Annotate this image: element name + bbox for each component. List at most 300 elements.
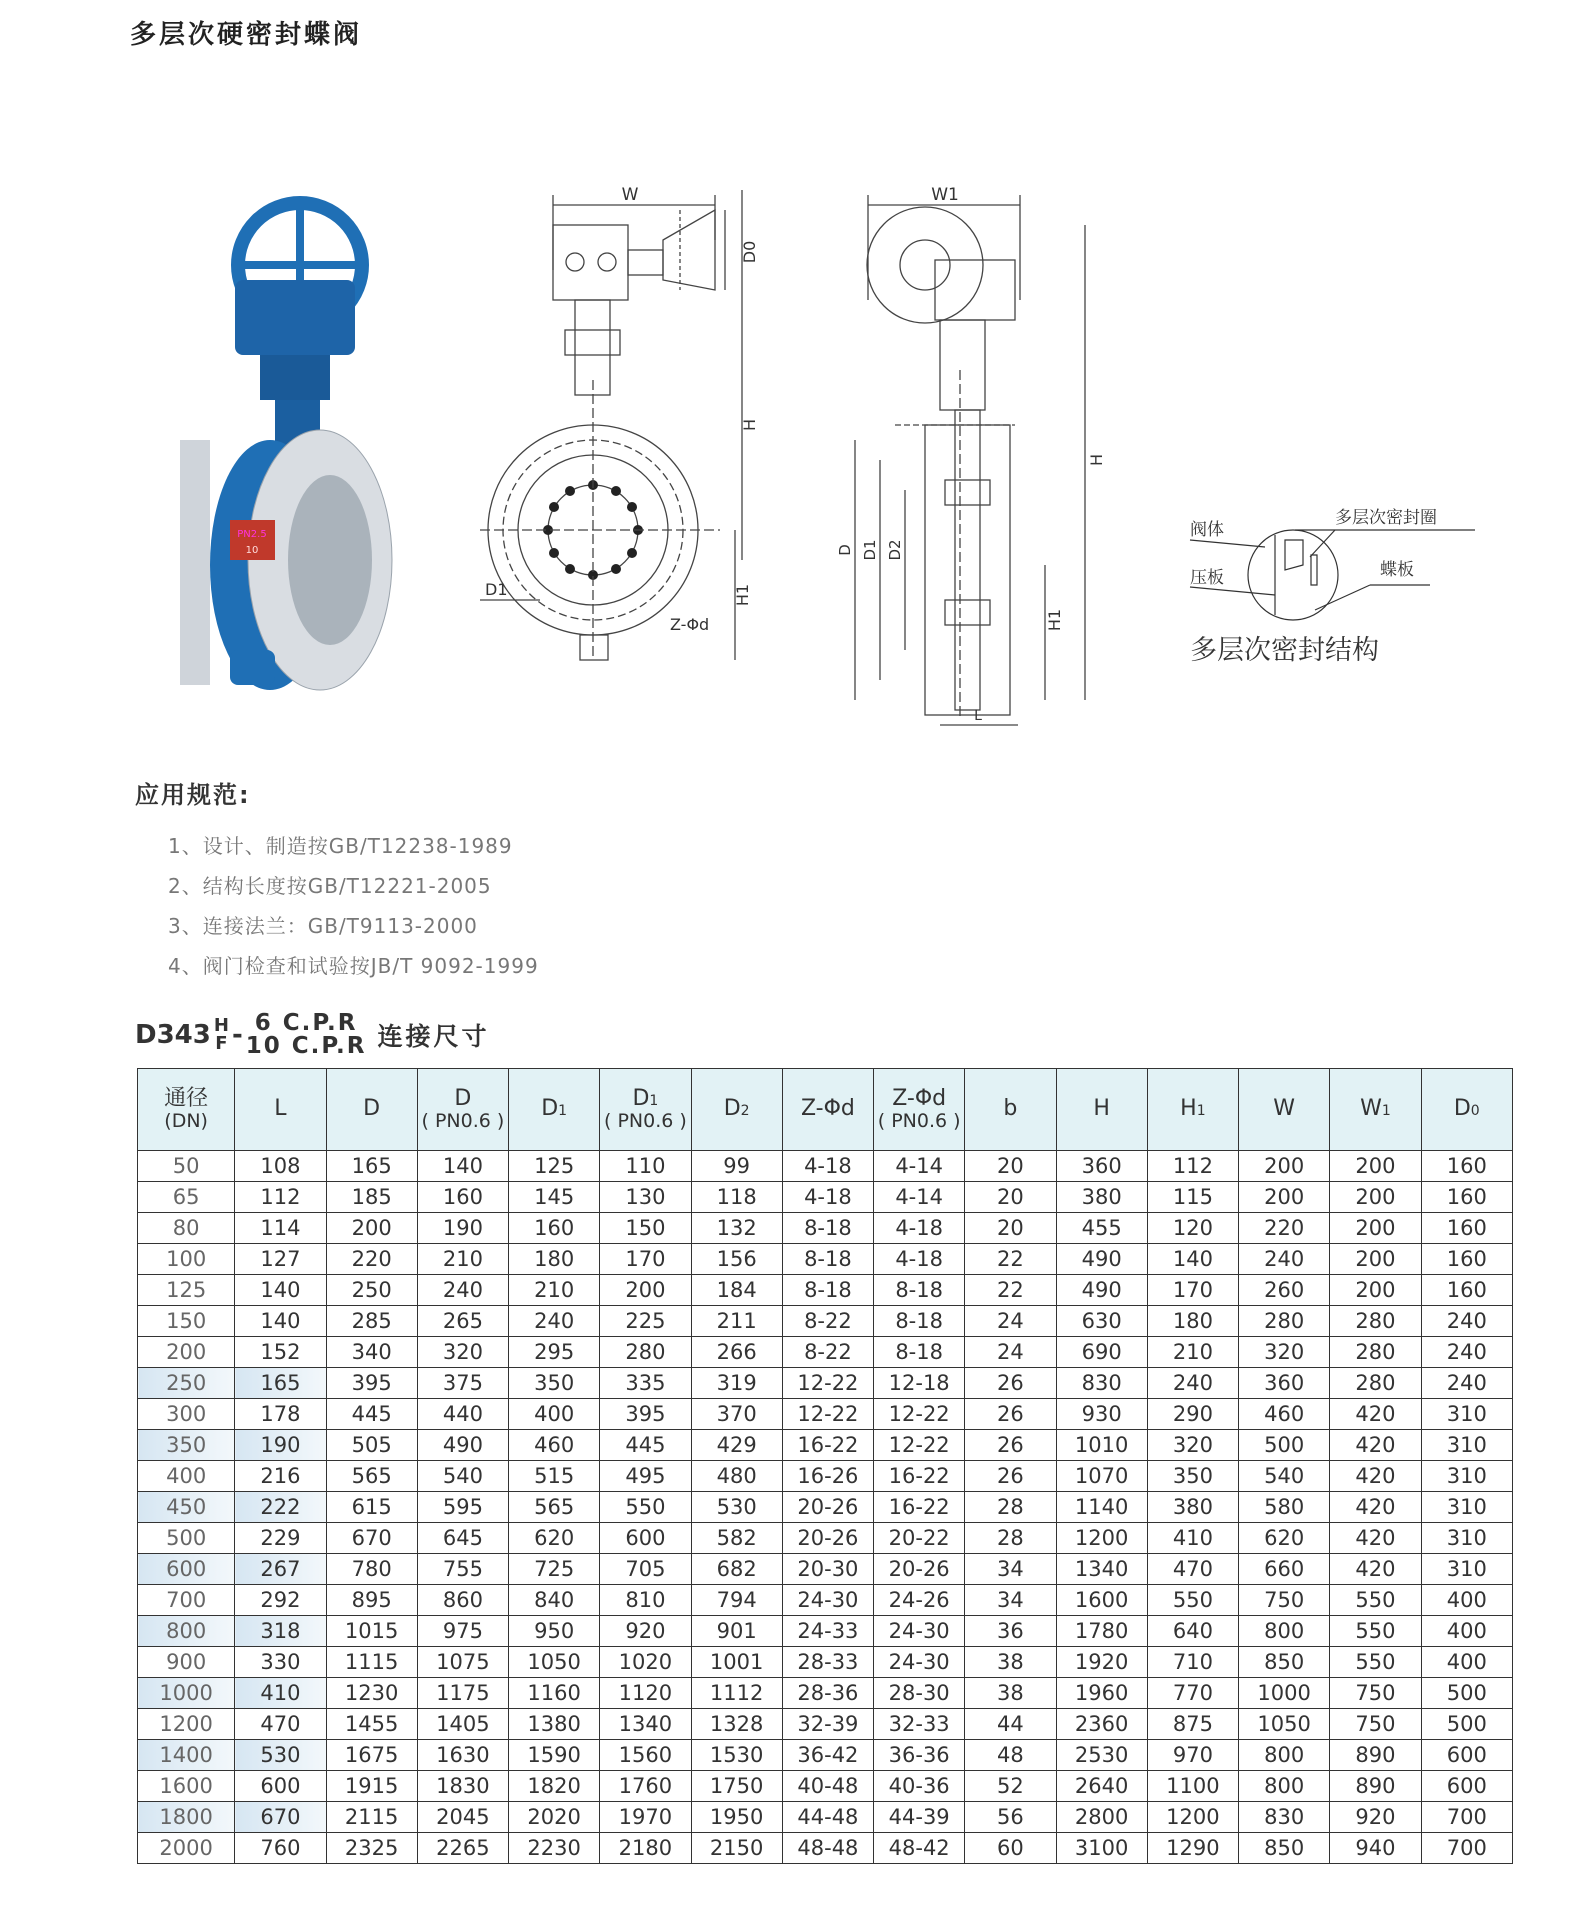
table-cell: 500 bbox=[1421, 1709, 1512, 1740]
table-cell: 2020 bbox=[509, 1802, 600, 1833]
table-cell: 310 bbox=[1421, 1523, 1512, 1554]
table-cell: 800 bbox=[1239, 1771, 1330, 1802]
table-cell: 395 bbox=[326, 1368, 417, 1399]
table-cell: 24-30 bbox=[782, 1585, 873, 1616]
table-cell: 350 bbox=[1147, 1461, 1238, 1492]
table-cell: 24 bbox=[965, 1337, 1056, 1368]
table-cell: 8-18 bbox=[874, 1337, 965, 1368]
dim-w: W bbox=[621, 185, 639, 205]
table-cell: 1405 bbox=[417, 1709, 508, 1740]
table-row bbox=[138, 1244, 1513, 1275]
table-cell: 156 bbox=[691, 1244, 782, 1275]
table-cell: 240 bbox=[1421, 1337, 1512, 1368]
table-cell: 700 bbox=[138, 1585, 235, 1616]
table-cell: 132 bbox=[691, 1213, 782, 1244]
table-cell: 100 bbox=[138, 1244, 235, 1275]
table-cell: 600 bbox=[235, 1771, 326, 1802]
table-cell: 682 bbox=[691, 1554, 782, 1585]
table-cell: 500 bbox=[1421, 1678, 1512, 1709]
header-main: Z-Φd bbox=[892, 1085, 947, 1111]
table-cell: 310 bbox=[1421, 1461, 1512, 1492]
table-cell: 280 bbox=[1330, 1368, 1421, 1399]
table-cell: 615 bbox=[326, 1492, 417, 1523]
table-cell: 4-18 bbox=[874, 1213, 965, 1244]
table-cell: 280 bbox=[1239, 1306, 1330, 1337]
table-cell: 420 bbox=[1330, 1461, 1421, 1492]
table-cell: 250 bbox=[138, 1368, 235, 1399]
table-cell: 185 bbox=[326, 1182, 417, 1213]
table-cell: 26 bbox=[965, 1399, 1056, 1430]
table-cell: 170 bbox=[600, 1244, 691, 1275]
table-cell: 24-30 bbox=[874, 1616, 965, 1647]
table-cell: 850 bbox=[1239, 1833, 1330, 1864]
table-cell: 127 bbox=[235, 1244, 326, 1275]
table-cell: 200 bbox=[1239, 1151, 1330, 1182]
table-cell: 2045 bbox=[417, 1802, 508, 1833]
table-cell: 32-39 bbox=[782, 1709, 873, 1740]
table-cell: 26 bbox=[965, 1430, 1056, 1461]
table-cell: 26 bbox=[965, 1461, 1056, 1492]
table-row bbox=[138, 1585, 1513, 1616]
table-cell: 470 bbox=[1147, 1554, 1238, 1585]
dim-h: H bbox=[740, 418, 759, 432]
table-cell: 490 bbox=[417, 1430, 508, 1461]
table-cell: 44-39 bbox=[874, 1802, 965, 1833]
table-cell: 1455 bbox=[326, 1709, 417, 1740]
column-header bbox=[417, 1069, 508, 1151]
table-cell: 320 bbox=[417, 1337, 508, 1368]
table-cell: 22 bbox=[965, 1275, 1056, 1306]
table-cell: 318 bbox=[235, 1616, 326, 1647]
table-cell: 400 bbox=[138, 1461, 235, 1492]
table-cell: 20 bbox=[965, 1182, 1056, 1213]
table-cell: 360 bbox=[1056, 1151, 1147, 1182]
table-cell: 190 bbox=[417, 1213, 508, 1244]
table-cell: 1120 bbox=[600, 1678, 691, 1709]
table-cell: 114 bbox=[235, 1213, 326, 1244]
table-cell: 1960 bbox=[1056, 1678, 1147, 1709]
table-cell: 115 bbox=[1147, 1182, 1238, 1213]
table-cell: 1915 bbox=[326, 1771, 417, 1802]
table-cell: 550 bbox=[600, 1492, 691, 1523]
table-cell: 310 bbox=[1421, 1554, 1512, 1585]
model-suffix: 连接尺寸 bbox=[377, 1022, 490, 1051]
table-cell: 160 bbox=[1421, 1244, 1512, 1275]
table-cell: 267 bbox=[235, 1554, 326, 1585]
table-cell: 8-22 bbox=[782, 1337, 873, 1368]
table-row bbox=[138, 1616, 1513, 1647]
table-cell: 40-48 bbox=[782, 1771, 873, 1802]
table-cell: 370 bbox=[691, 1399, 782, 1430]
seal-label-disc: 蝶板 bbox=[1380, 560, 1414, 580]
model-title bbox=[135, 1005, 489, 1065]
table-cell: 1970 bbox=[600, 1802, 691, 1833]
header-subscript: 2 bbox=[740, 1103, 750, 1120]
table-cell: 750 bbox=[1330, 1709, 1421, 1740]
table-cell: 400 bbox=[1421, 1647, 1512, 1678]
table-row bbox=[138, 1740, 1513, 1771]
table-cell: 1200 bbox=[1056, 1523, 1147, 1554]
table-cell: 1230 bbox=[326, 1678, 417, 1709]
table-cell: 240 bbox=[509, 1306, 600, 1337]
specs-heading: 应用规范: bbox=[135, 781, 251, 809]
table-cell: 28 bbox=[965, 1492, 1056, 1523]
table-cell: 1112 bbox=[691, 1678, 782, 1709]
table-cell: 320 bbox=[1239, 1337, 1330, 1368]
table-cell: 920 bbox=[600, 1616, 691, 1647]
spec-item: 3、连接法兰：GB/T9113-2000 bbox=[168, 914, 478, 938]
table-cell: 280 bbox=[600, 1337, 691, 1368]
table-cell: 170 bbox=[1147, 1275, 1238, 1306]
table-cell: 420 bbox=[1330, 1430, 1421, 1461]
column-header bbox=[1421, 1069, 1512, 1151]
table-cell: 210 bbox=[509, 1275, 600, 1306]
table-cell: 500 bbox=[138, 1523, 235, 1554]
table-cell: 400 bbox=[1421, 1585, 1512, 1616]
table-row bbox=[138, 1678, 1513, 1709]
table-cell: 24-30 bbox=[874, 1647, 965, 1678]
table-cell: 20 bbox=[965, 1151, 1056, 1182]
table-cell: 975 bbox=[417, 1616, 508, 1647]
table-cell: 1340 bbox=[600, 1709, 691, 1740]
table-cell: 1675 bbox=[326, 1740, 417, 1771]
table-cell: 800 bbox=[1239, 1616, 1330, 1647]
header-subscript: 1 bbox=[1196, 1103, 1206, 1120]
table-cell: 810 bbox=[600, 1585, 691, 1616]
table-cell: 4-14 bbox=[874, 1151, 965, 1182]
table-cell: 830 bbox=[1056, 1368, 1147, 1399]
table-cell: 2325 bbox=[326, 1833, 417, 1864]
table-cell: 380 bbox=[1056, 1182, 1147, 1213]
table-cell: 200 bbox=[1330, 1275, 1421, 1306]
column-header bbox=[600, 1069, 691, 1151]
table-cell: 20-22 bbox=[874, 1523, 965, 1554]
table-cell: 340 bbox=[326, 1337, 417, 1368]
table-cell: 1075 bbox=[417, 1647, 508, 1678]
table-cell: 420 bbox=[1330, 1523, 1421, 1554]
table-cell: 490 bbox=[1056, 1275, 1147, 1306]
header-main: D bbox=[363, 1096, 381, 1122]
table-cell: 600 bbox=[1421, 1740, 1512, 1771]
table-cell: 890 bbox=[1330, 1771, 1421, 1802]
table-cell: 900 bbox=[138, 1647, 235, 1678]
table-cell: 310 bbox=[1421, 1492, 1512, 1523]
table-cell: 620 bbox=[1239, 1523, 1330, 1554]
model-dash: - bbox=[231, 1020, 243, 1050]
table-cell: 750 bbox=[1330, 1678, 1421, 1709]
table-cell: 1020 bbox=[600, 1647, 691, 1678]
table-cell: 216 bbox=[235, 1461, 326, 1492]
table-cell: 1050 bbox=[1239, 1709, 1330, 1740]
table-cell: 200 bbox=[600, 1275, 691, 1306]
header-subscript: 1 bbox=[649, 1092, 659, 1109]
table-cell: 16-22 bbox=[874, 1492, 965, 1523]
table-cell: 1820 bbox=[509, 1771, 600, 1802]
header-main: Z-Φd bbox=[800, 1096, 855, 1122]
table-row bbox=[138, 1554, 1513, 1585]
dim-d1-side: D1 bbox=[861, 539, 879, 561]
table-cell: 620 bbox=[509, 1523, 600, 1554]
table-cell: 1920 bbox=[1056, 1647, 1147, 1678]
table-cell: 940 bbox=[1330, 1833, 1421, 1864]
table-cell: 920 bbox=[1330, 1802, 1421, 1833]
seal-label-body: 阀体 bbox=[1190, 520, 1224, 540]
model-sub: F bbox=[215, 1033, 228, 1054]
table-cell: 950 bbox=[509, 1616, 600, 1647]
table-cell: 901 bbox=[691, 1616, 782, 1647]
table-cell: 970 bbox=[1147, 1740, 1238, 1771]
table-cell: 160 bbox=[1421, 1213, 1512, 1244]
table-row bbox=[138, 1833, 1513, 1864]
table-cell: 1328 bbox=[691, 1709, 782, 1740]
table-cell: 56 bbox=[965, 1802, 1056, 1833]
table-cell: 8-18 bbox=[782, 1275, 873, 1306]
table-cell: 20 bbox=[965, 1213, 1056, 1244]
column-header bbox=[326, 1069, 417, 1151]
table-cell: 645 bbox=[417, 1523, 508, 1554]
table-cell: 8-18 bbox=[874, 1306, 965, 1337]
table-cell: 28-33 bbox=[782, 1647, 873, 1678]
table-cell: 266 bbox=[691, 1337, 782, 1368]
table-cell: 200 bbox=[1239, 1182, 1330, 1213]
table-cell: 36 bbox=[965, 1616, 1056, 1647]
table-cell: 310 bbox=[1421, 1430, 1512, 1461]
side-view-drawing bbox=[836, 180, 1120, 740]
table-cell: 1010 bbox=[1056, 1430, 1147, 1461]
table-cell: 580 bbox=[1239, 1492, 1330, 1523]
table-cell: 310 bbox=[1421, 1399, 1512, 1430]
table-cell: 2530 bbox=[1056, 1740, 1147, 1771]
table-cell: 530 bbox=[691, 1492, 782, 1523]
table-cell: 3100 bbox=[1056, 1833, 1147, 1864]
dim-d2-side: D2 bbox=[886, 539, 904, 561]
table-cell: 125 bbox=[509, 1151, 600, 1182]
table-cell: 300 bbox=[138, 1399, 235, 1430]
table-cell: 140 bbox=[417, 1151, 508, 1182]
table-cell: 890 bbox=[1330, 1740, 1421, 1771]
table-cell: 12-22 bbox=[782, 1399, 873, 1430]
dim-l: L bbox=[974, 708, 982, 724]
table-cell: 190 bbox=[235, 1430, 326, 1461]
header-main: H bbox=[1093, 1096, 1110, 1122]
table-cell: 690 bbox=[1056, 1337, 1147, 1368]
column-header bbox=[1147, 1069, 1238, 1151]
column-header bbox=[509, 1069, 600, 1151]
dim-h1: H1 bbox=[733, 583, 752, 607]
table-cell: 60 bbox=[965, 1833, 1056, 1864]
table-cell: 4-18 bbox=[874, 1244, 965, 1275]
table-cell: 420 bbox=[1330, 1399, 1421, 1430]
table-cell: 1530 bbox=[691, 1740, 782, 1771]
dim-d0: D0 bbox=[740, 240, 759, 264]
table-cell: 44-48 bbox=[782, 1802, 873, 1833]
table-cell: 108 bbox=[235, 1151, 326, 1182]
table-cell: 410 bbox=[235, 1678, 326, 1709]
header-main: D bbox=[632, 1085, 650, 1111]
table-cell: 1830 bbox=[417, 1771, 508, 1802]
header-main: 通径 bbox=[164, 1085, 209, 1111]
seal-caption: 多层次密封结构 bbox=[1190, 635, 1379, 666]
table-cell: 760 bbox=[235, 1833, 326, 1864]
header-note: (DN) bbox=[164, 1110, 208, 1133]
table-cell: 16-26 bbox=[782, 1461, 873, 1492]
table-cell: 152 bbox=[235, 1337, 326, 1368]
table-cell: 165 bbox=[235, 1368, 326, 1399]
table-cell: 445 bbox=[600, 1430, 691, 1461]
table-cell: 8-18 bbox=[874, 1275, 965, 1306]
table-row bbox=[138, 1492, 1513, 1523]
table-cell: 1200 bbox=[138, 1709, 235, 1740]
table-cell: 515 bbox=[509, 1461, 600, 1492]
table-cell: 180 bbox=[509, 1244, 600, 1275]
table-cell: 550 bbox=[1330, 1585, 1421, 1616]
table-cell: 1115 bbox=[326, 1647, 417, 1678]
table-cell: 770 bbox=[1147, 1678, 1238, 1709]
table-cell: 725 bbox=[509, 1554, 600, 1585]
dim-z-phi-d: Z-Φd bbox=[670, 615, 710, 634]
table-cell: 450 bbox=[138, 1492, 235, 1523]
dimension-table bbox=[137, 1068, 1513, 1864]
table-cell: 380 bbox=[1147, 1492, 1238, 1523]
table-cell: 800 bbox=[1239, 1740, 1330, 1771]
column-header bbox=[965, 1069, 1056, 1151]
table-cell: 20-26 bbox=[782, 1523, 873, 1554]
header-subscript: 0 bbox=[1470, 1103, 1480, 1120]
table-cell: 850 bbox=[1239, 1647, 1330, 1678]
table-cell: 240 bbox=[1421, 1368, 1512, 1399]
table-cell: 20-26 bbox=[782, 1492, 873, 1523]
column-header bbox=[874, 1069, 965, 1151]
seal-label-plate: 压板 bbox=[1190, 568, 1224, 588]
table-cell: 780 bbox=[326, 1554, 417, 1585]
table-cell: 22 bbox=[965, 1244, 1056, 1275]
table-cell: 38 bbox=[965, 1647, 1056, 1678]
table-cell: 1200 bbox=[1147, 1802, 1238, 1833]
table-cell: 505 bbox=[326, 1430, 417, 1461]
table-cell: 20-26 bbox=[874, 1554, 965, 1585]
table-cell: 240 bbox=[1421, 1306, 1512, 1337]
table-row bbox=[138, 1368, 1513, 1399]
table-row bbox=[138, 1709, 1513, 1740]
table-cell: 112 bbox=[235, 1182, 326, 1213]
column-header bbox=[691, 1069, 782, 1151]
table-cell: 2800 bbox=[1056, 1802, 1147, 1833]
table-cell: 660 bbox=[1239, 1554, 1330, 1585]
table-cell: 280 bbox=[1330, 1337, 1421, 1368]
table-cell: 1600 bbox=[1056, 1585, 1147, 1616]
table-row bbox=[138, 1430, 1513, 1461]
table-cell: 34 bbox=[965, 1554, 1056, 1585]
table-cell: 222 bbox=[235, 1492, 326, 1523]
table-cell: 550 bbox=[1330, 1647, 1421, 1678]
table-cell: 28-36 bbox=[782, 1678, 873, 1709]
table-cell: 755 bbox=[417, 1554, 508, 1585]
table-row bbox=[138, 1523, 1513, 1554]
table-cell: 16-22 bbox=[782, 1430, 873, 1461]
table-cell: 2180 bbox=[600, 1833, 691, 1864]
table-cell: 220 bbox=[1239, 1213, 1330, 1244]
table-cell: 750 bbox=[1239, 1585, 1330, 1616]
table-cell: 8-18 bbox=[782, 1213, 873, 1244]
table-cell: 1560 bbox=[600, 1740, 691, 1771]
table-cell: 140 bbox=[235, 1275, 326, 1306]
table-cell: 16-22 bbox=[874, 1461, 965, 1492]
table-cell: 12-22 bbox=[782, 1368, 873, 1399]
table-row bbox=[138, 1399, 1513, 1430]
table-cell: 250 bbox=[326, 1275, 417, 1306]
table-cell: 178 bbox=[235, 1399, 326, 1430]
table-cell: 350 bbox=[509, 1368, 600, 1399]
table-cell: 830 bbox=[1239, 1802, 1330, 1833]
table-row bbox=[138, 1461, 1513, 1492]
table-cell: 28-30 bbox=[874, 1678, 965, 1709]
table-cell: 28 bbox=[965, 1523, 1056, 1554]
table-cell: 210 bbox=[417, 1244, 508, 1275]
model-bottom: 10 C.P.R bbox=[245, 1033, 367, 1059]
table-cell: 36-36 bbox=[874, 1740, 965, 1771]
table-cell: 1600 bbox=[138, 1771, 235, 1802]
photo-marking-1: PN2.5 bbox=[237, 529, 267, 540]
table-cell: 260 bbox=[1239, 1275, 1330, 1306]
table-cell: 48-42 bbox=[874, 1833, 965, 1864]
table-cell: 840 bbox=[509, 1585, 600, 1616]
table-cell: 200 bbox=[326, 1213, 417, 1244]
front-view-drawing bbox=[480, 180, 790, 740]
header-main: L bbox=[274, 1096, 287, 1122]
table-cell: 460 bbox=[1239, 1399, 1330, 1430]
table-cell: 445 bbox=[326, 1399, 417, 1430]
header-main: D bbox=[1453, 1096, 1471, 1122]
table-cell: 500 bbox=[1239, 1430, 1330, 1461]
table-cell: 1760 bbox=[600, 1771, 691, 1802]
table-cell: 140 bbox=[1147, 1244, 1238, 1275]
table-cell: 860 bbox=[417, 1585, 508, 1616]
dim-h-side: H bbox=[1087, 453, 1106, 467]
table-cell: 600 bbox=[138, 1554, 235, 1585]
table-cell: 1001 bbox=[691, 1647, 782, 1678]
table-cell: 200 bbox=[1330, 1182, 1421, 1213]
header-subscript: 1 bbox=[558, 1103, 568, 1120]
table-cell: 550 bbox=[1330, 1616, 1421, 1647]
table-cell: 4-18 bbox=[782, 1151, 873, 1182]
header-main: D bbox=[723, 1096, 741, 1122]
table-cell: 460 bbox=[509, 1430, 600, 1461]
page-title: 多层次硬密封蝶阀 bbox=[130, 20, 363, 50]
table-cell: 360 bbox=[1239, 1368, 1330, 1399]
table-cell: 32-33 bbox=[874, 1709, 965, 1740]
table-cell: 50 bbox=[138, 1151, 235, 1182]
header-main: b bbox=[1003, 1096, 1018, 1122]
table-cell: 120 bbox=[1147, 1213, 1238, 1244]
table-cell: 1950 bbox=[691, 1802, 782, 1833]
table-cell: 24-33 bbox=[782, 1616, 873, 1647]
table-cell: 794 bbox=[691, 1585, 782, 1616]
valve-photo bbox=[190, 195, 410, 695]
table-cell: 44 bbox=[965, 1709, 1056, 1740]
table-cell: 150 bbox=[138, 1306, 235, 1337]
table-cell: 1750 bbox=[691, 1771, 782, 1802]
header-main: H bbox=[1180, 1096, 1197, 1122]
table-cell: 225 bbox=[600, 1306, 691, 1337]
table-cell: 2000 bbox=[138, 1833, 235, 1864]
table-cell: 211 bbox=[691, 1306, 782, 1337]
table-row bbox=[138, 1213, 1513, 1244]
table-header-row bbox=[138, 1069, 1513, 1151]
table-row bbox=[138, 1151, 1513, 1182]
table-cell: 375 bbox=[417, 1368, 508, 1399]
seal-label-ring: 多层次密封圈 bbox=[1335, 508, 1437, 528]
dim-w1: W1 bbox=[931, 185, 959, 205]
